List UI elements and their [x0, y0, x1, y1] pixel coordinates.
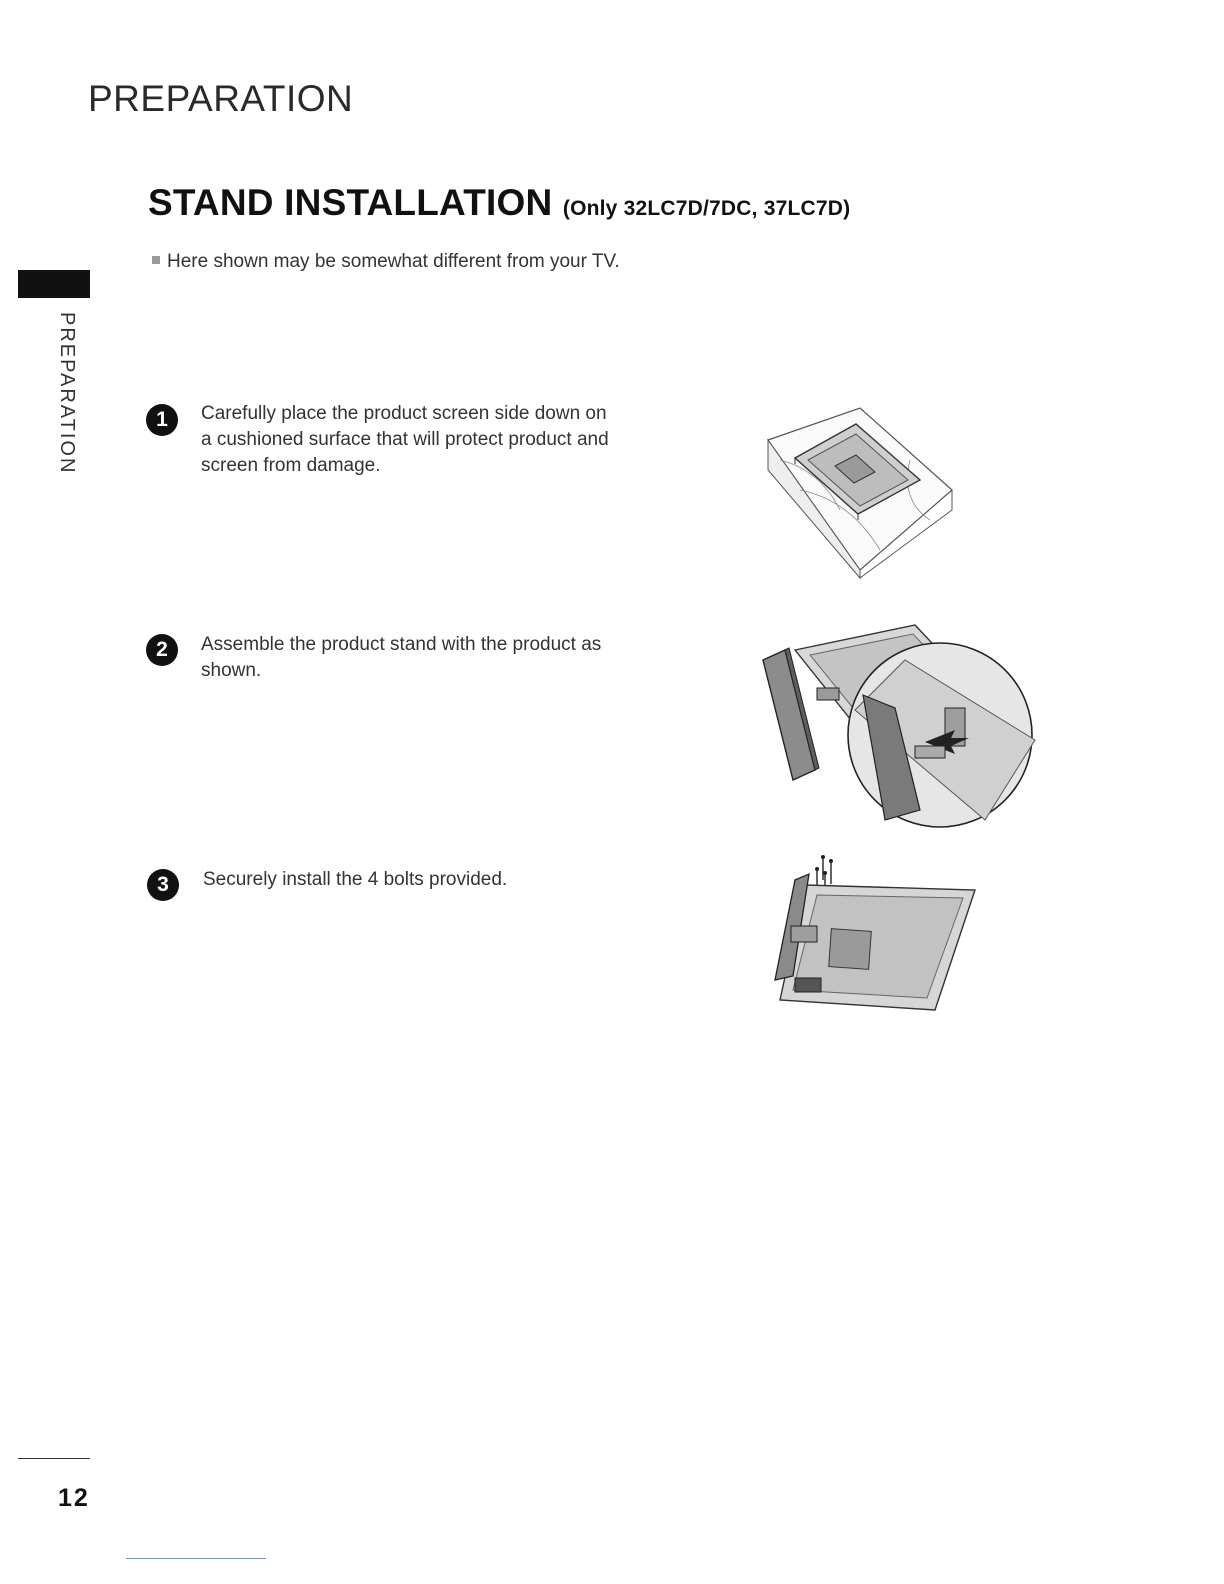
- note-text: Here shown may be somewhat different from your TV.: [167, 251, 620, 272]
- step-1-illustration: [760, 400, 960, 580]
- step-2-text: Assemble the product stand with the product as shown.: [201, 634, 602, 681]
- bottom-link-underline: [126, 1558, 266, 1559]
- note: [152, 251, 620, 273]
- side-tab-marker: [18, 270, 90, 298]
- page-title: PREPARATION: [88, 78, 354, 119]
- step-3-illustration: [765, 850, 985, 1020]
- section-title: [148, 182, 850, 224]
- section-subtitle: (Only 32LC7D/7DC, 37LC7D): [562, 197, 851, 220]
- page-number: 12: [58, 1484, 90, 1512]
- step-2-number: 2: [146, 634, 178, 666]
- step-3-text: Securely install the 4 bolts provided.: [203, 869, 508, 890]
- footer-rule: [18, 1458, 90, 1459]
- step-1-text: Carefully place the product screen side down on a cushioned surface that will protect product and screen from damage.: [201, 403, 609, 476]
- section-title-main: STAND INSTALLATION: [148, 182, 553, 223]
- step-2-illustration: [755, 620, 1040, 835]
- side-tab-label: PREPARATION: [56, 312, 78, 475]
- step-3-number: 3: [147, 869, 179, 901]
- bullet-icon: [152, 256, 160, 264]
- step-1-number: 1: [146, 404, 178, 436]
